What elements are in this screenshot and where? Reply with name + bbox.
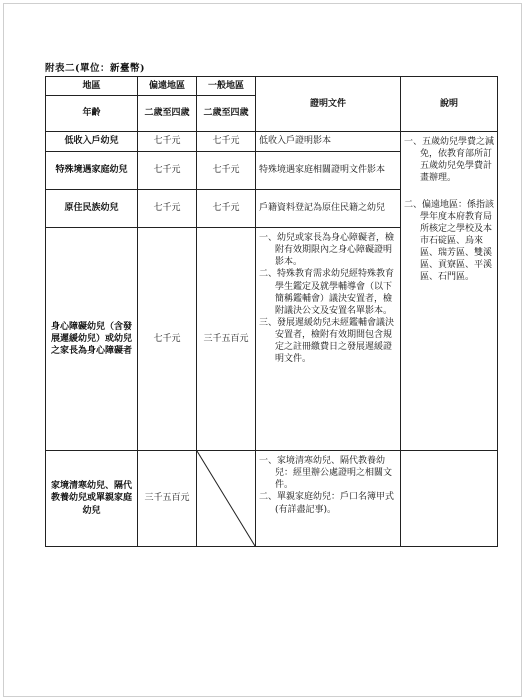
row-doc: 戶籍資料登記為原住民籍之幼兒 xyxy=(256,190,401,228)
subsidy-table xyxy=(45,76,498,547)
row-label: 低收入戶幼兒 xyxy=(46,132,138,152)
header-age: 年齡 xyxy=(46,96,138,132)
header-remote: 偏遠地區 xyxy=(138,77,197,96)
note-item: 二、偏遠地區：係指該學年度本府教育局所核定之學校及本市石碇區、烏來區、瑞芳區、雙溪區、貢寮區、平溪區、石門區。 xyxy=(404,199,495,283)
row-remote-amount: 三千五百元 xyxy=(138,451,197,547)
row-label: 身心障礙幼兒（含發展遲緩幼兒）或幼兒之家長為身心障礙者 xyxy=(46,228,138,451)
header-general: 一般地區 xyxy=(197,77,256,96)
note-item: 一、五歲幼兒學費之減免，依教育部所訂五歲幼兒免學費計畫辦理。 xyxy=(404,137,495,184)
header-notes: 說明 xyxy=(401,77,498,132)
row-remote-amount: 七千元 xyxy=(138,152,197,190)
header-age-remote: 二歲至四歲 xyxy=(138,96,197,132)
row-doc-list xyxy=(256,228,401,451)
doc-item: 一、幼兒或家長為身心障礙者，檢附有效期限內之身心障礙證明影本。 xyxy=(259,233,395,268)
row-general-amount: 七千元 xyxy=(197,190,256,228)
row-doc-list xyxy=(256,451,401,547)
diagonal-empty-cell xyxy=(197,451,256,547)
notes-cell xyxy=(401,132,498,451)
doc-item: 一、家境清寒幼兒、隔代教養幼兒：經里辦公處證明之相關文件。 xyxy=(259,456,393,491)
table-caption: 附表二(單位：新臺幣) xyxy=(45,63,145,74)
row-doc: 特殊境遇家庭相關證明文件影本 xyxy=(256,152,401,190)
row-remote-amount: 七千元 xyxy=(138,228,197,451)
header-docs: 證明文件 xyxy=(256,77,401,132)
notes-empty-cell xyxy=(401,451,498,547)
doc-item: 二、特殊教育需求幼兒經特殊教育學生鑑定及就學輔導會（以下簡稱鑑輔會）議決安置者，檢附議決公文及安置名單影本。 xyxy=(259,269,395,316)
header-area: 地區 xyxy=(46,77,138,96)
row-label: 特殊境遇家庭幼兒 xyxy=(46,152,138,190)
row-remote-amount: 七千元 xyxy=(138,132,197,152)
doc-item: 二、單親家庭幼兒：戶口名簿甲式(有詳盡記事)。 xyxy=(259,492,395,515)
row-general-amount: 三千五百元 xyxy=(197,228,256,451)
row-remote-amount: 七千元 xyxy=(138,190,197,228)
row-doc: 低收入戶證明影本 xyxy=(256,132,401,152)
row-general-amount: 七千元 xyxy=(197,132,256,152)
row-general-amount: 七千元 xyxy=(197,152,256,190)
row-label: 家境清寒幼兒、隔代教養幼兒或單親家庭幼兒 xyxy=(46,451,138,547)
row-label: 原住民族幼兒 xyxy=(46,190,138,228)
header-age-general: 二歲至四歲 xyxy=(197,96,256,132)
diagonal-line xyxy=(197,451,255,546)
doc-item: 三、發展遲緩幼兒未經鑑輔會議決安置者，檢附有效期間包含規定之註冊繳費日之發展遲緩證明文件。 xyxy=(259,317,395,365)
